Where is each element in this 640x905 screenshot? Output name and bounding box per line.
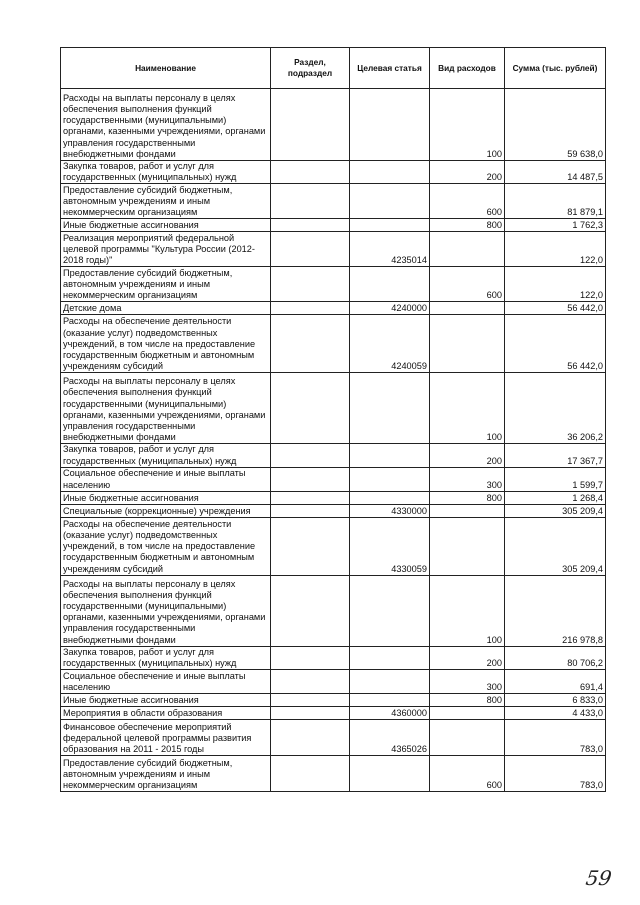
table-row	[61, 720, 606, 756]
row-sum: 691,4	[505, 670, 606, 694]
row-type: 200	[430, 646, 505, 669]
row-target	[350, 491, 430, 504]
row-section	[271, 232, 350, 267]
row-target: 4240000	[350, 302, 430, 315]
row-target: 4360000	[350, 707, 430, 720]
budget-table	[60, 47, 606, 792]
row-type: 200	[430, 161, 505, 184]
table-row	[61, 575, 606, 646]
row-name: Расходы на выплаты персоналу в целях обеспечения выполнения функций государственными (муниципальными) органами, казенными учреждениями, органами управления государственными внебюджетными фондами	[61, 575, 271, 646]
row-sum: 122,0	[505, 267, 606, 302]
row-sum: 783,0	[505, 756, 606, 792]
row-section	[271, 373, 350, 444]
row-section	[271, 89, 350, 161]
row-sum: 305 209,4	[505, 517, 606, 575]
row-type: 800	[430, 694, 505, 707]
row-sum: 17 367,7	[505, 444, 606, 467]
row-sum: 1 599,7	[505, 467, 606, 491]
table-row	[61, 89, 606, 161]
table-row	[61, 267, 606, 302]
row-type: 300	[430, 670, 505, 694]
header-sum: Сумма (тыс. рублей)	[505, 48, 606, 89]
row-section	[271, 467, 350, 491]
row-section	[271, 302, 350, 315]
row-name: Детские дома	[61, 302, 271, 315]
row-name: Предоставление субсидий бюджетным, автономным учреждениям и иным некоммерческим организациям	[61, 184, 271, 219]
row-section	[271, 161, 350, 184]
row-type	[430, 232, 505, 267]
table-row	[61, 302, 606, 315]
row-target	[350, 670, 430, 694]
row-type: 800	[430, 219, 505, 232]
row-type	[430, 517, 505, 575]
table-row	[61, 670, 606, 694]
row-target	[350, 373, 430, 444]
row-target: 4235014	[350, 232, 430, 267]
row-type: 100	[430, 575, 505, 646]
row-target	[350, 694, 430, 707]
row-target	[350, 756, 430, 792]
table-row	[61, 517, 606, 575]
table-row	[61, 444, 606, 467]
row-section	[271, 575, 350, 646]
header-name: Наименование	[61, 48, 271, 89]
row-section	[271, 491, 350, 504]
row-sum: 122,0	[505, 232, 606, 267]
table-row	[61, 373, 606, 444]
row-type	[430, 302, 505, 315]
table-header-row	[61, 48, 606, 89]
row-name: Мероприятия в области образования	[61, 707, 271, 720]
row-section	[271, 184, 350, 219]
row-sum: 81 879,1	[505, 184, 606, 219]
row-section	[271, 707, 350, 720]
row-name: Закупка товаров, работ и услуг для государственных (муниципальных) нужд	[61, 161, 271, 184]
row-name: Расходы на выплаты персоналу в целях обеспечения выполнения функций государственными (муниципальными) органами, казенными учреждениями, органами управления государственными внебюджетными фондами	[61, 373, 271, 444]
table-row	[61, 707, 606, 720]
row-type: 100	[430, 373, 505, 444]
row-target	[350, 219, 430, 232]
row-section	[271, 646, 350, 669]
row-sum: 305 209,4	[505, 504, 606, 517]
row-type: 600	[430, 267, 505, 302]
row-sum: 216 978,8	[505, 575, 606, 646]
row-sum: 783,0	[505, 720, 606, 756]
row-target: 4330059	[350, 517, 430, 575]
table-row	[61, 161, 606, 184]
row-section	[271, 694, 350, 707]
row-name: Расходы на обеспечение деятельности (оказание услуг) подведомственных учреждений, в том числе на предоставление государственным бюджетным и автономным учреждениям субсидий	[61, 315, 271, 373]
table-row	[61, 219, 606, 232]
table-row	[61, 756, 606, 792]
row-name: Закупка товаров, работ и услуг для государственных (муниципальных) нужд	[61, 646, 271, 669]
header-type: Вид расходов	[430, 48, 505, 89]
row-type: 200	[430, 444, 505, 467]
row-name: Реализация мероприятий федеральной целевой программы "Культура России (2012-2018 годы)"	[61, 232, 271, 267]
row-name: Иные бюджетные ассигнования	[61, 491, 271, 504]
row-target	[350, 646, 430, 669]
row-name: Специальные (коррекционные) учреждения	[61, 504, 271, 517]
row-sum: 4 433,0	[505, 707, 606, 720]
row-section	[271, 267, 350, 302]
row-target	[350, 161, 430, 184]
row-type	[430, 707, 505, 720]
row-name: Социальное обеспечение и иные выплаты населению	[61, 670, 271, 694]
table-body	[61, 89, 606, 792]
row-section	[271, 756, 350, 792]
page-number: 59	[584, 866, 614, 890]
row-name: Расходы на обеспечение деятельности (оказание услуг) подведомственных учреждений, в том числе на предоставление государственным бюджетным и автономным учреждениям субсидий	[61, 517, 271, 575]
row-target: 4365026	[350, 720, 430, 756]
row-sum: 36 206,2	[505, 373, 606, 444]
table-row	[61, 467, 606, 491]
row-sum: 1 762,3	[505, 219, 606, 232]
table-row	[61, 184, 606, 219]
row-sum: 80 706,2	[505, 646, 606, 669]
row-type	[430, 315, 505, 373]
row-section	[271, 504, 350, 517]
header-target: Целевая статья	[350, 48, 430, 89]
row-target	[350, 467, 430, 491]
row-sum: 56 442,0	[505, 302, 606, 315]
header-section: Раздел, подраздел	[271, 48, 350, 89]
row-section	[271, 219, 350, 232]
row-type	[430, 720, 505, 756]
row-sum: 1 268,4	[505, 491, 606, 504]
row-name: Предоставление субсидий бюджетным, автономным учреждениям и иным некоммерческим организациям	[61, 756, 271, 792]
row-name: Иные бюджетные ассигнования	[61, 694, 271, 707]
row-section	[271, 315, 350, 373]
row-type: 800	[430, 491, 505, 504]
row-name: Предоставление субсидий бюджетным, автономным учреждениям и иным некоммерческим организациям	[61, 267, 271, 302]
row-section	[271, 517, 350, 575]
row-target	[350, 267, 430, 302]
row-sum: 59 638,0	[505, 89, 606, 161]
row-sum: 56 442,0	[505, 315, 606, 373]
row-sum: 6 833,0	[505, 694, 606, 707]
row-type: 100	[430, 89, 505, 161]
row-target	[350, 184, 430, 219]
row-name: Расходы на выплаты персоналу в целях обеспечения выполнения функций государственными (муниципальными) органами, казенными учреждениями, органами управления государственными внебюджетными фондами	[61, 89, 271, 161]
row-sum: 14 487,5	[505, 161, 606, 184]
row-name: Иные бюджетные ассигнования	[61, 219, 271, 232]
row-name: Финансовое обеспечение мероприятий федеральной целевой программы развития образования на 2011 - 2015 годы	[61, 720, 271, 756]
row-type: 600	[430, 756, 505, 792]
row-type	[430, 504, 505, 517]
row-target: 4240059	[350, 315, 430, 373]
table-row	[61, 315, 606, 373]
row-type: 600	[430, 184, 505, 219]
row-section	[271, 720, 350, 756]
table-row	[61, 694, 606, 707]
row-target: 4330000	[350, 504, 430, 517]
table-row	[61, 232, 606, 267]
row-target	[350, 575, 430, 646]
table-row	[61, 504, 606, 517]
row-target	[350, 89, 430, 161]
row-section	[271, 670, 350, 694]
row-target	[350, 444, 430, 467]
table-row	[61, 491, 606, 504]
table-row	[61, 646, 606, 669]
row-section	[271, 444, 350, 467]
row-type: 300	[430, 467, 505, 491]
row-name: Социальное обеспечение и иные выплаты населению	[61, 467, 271, 491]
row-name: Закупка товаров, работ и услуг для государственных (муниципальных) нужд	[61, 444, 271, 467]
